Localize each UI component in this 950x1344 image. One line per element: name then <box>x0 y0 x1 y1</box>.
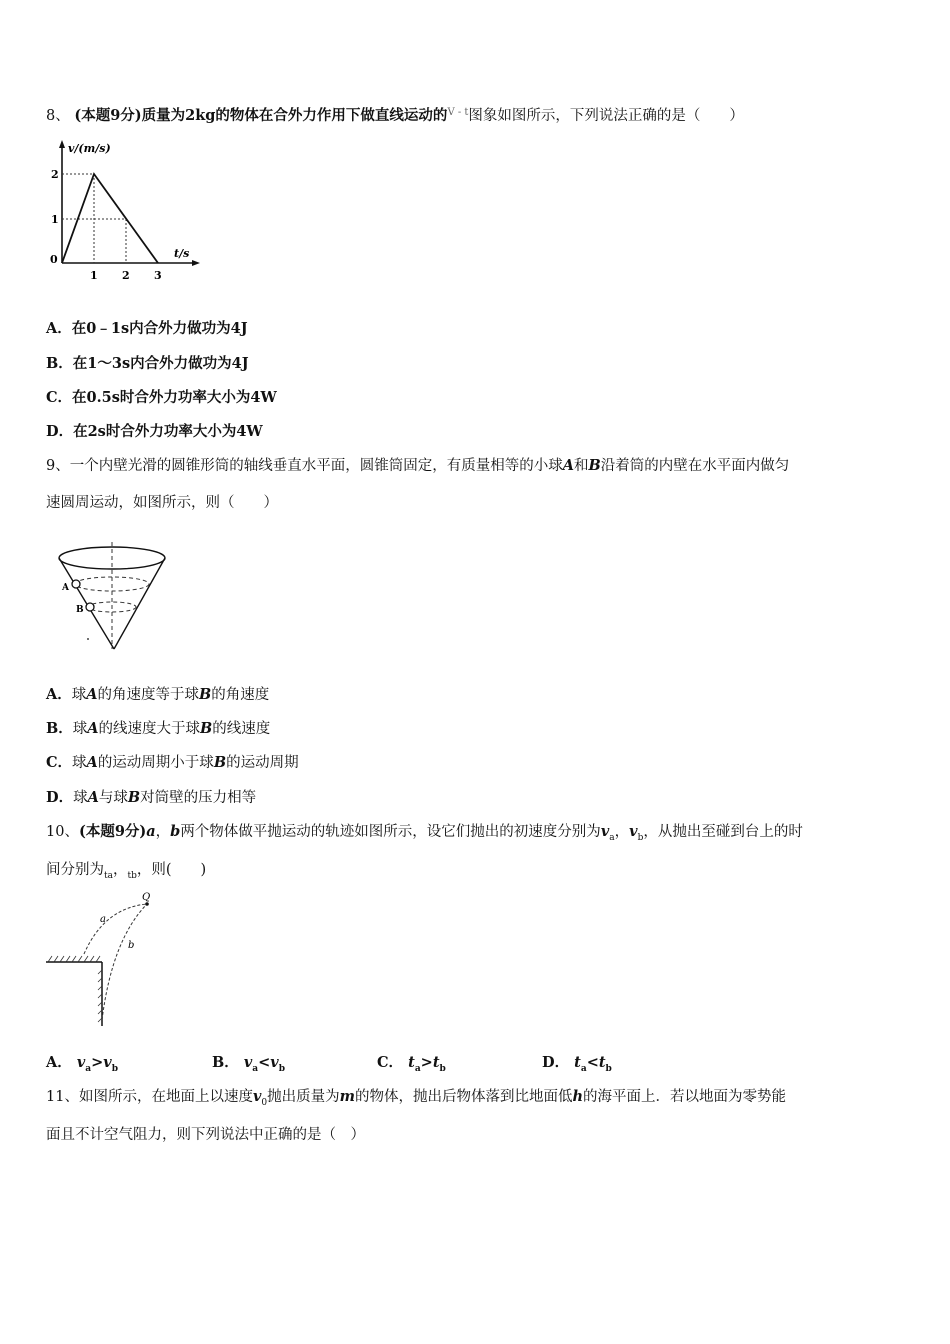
cone-right-side <box>114 558 165 649</box>
x-axis-label: t/s <box>174 247 190 260</box>
q8-option-a[interactable]: A．在0﹣1s内合外力做功为4J <box>46 320 248 337</box>
q8-stem-b: 图象如图所示，下列说法正确的是（ ） <box>468 108 744 124</box>
q8-number: 8、 <box>46 108 70 124</box>
cone-left-side <box>59 558 114 649</box>
label-b: B <box>76 605 84 615</box>
q8-stem <box>46 103 744 126</box>
q11-stem-line1: 11、如图所示，在地面上以速度$v_0$抛出质量为m的物体，抛出后物体落到比地面低h的海平面上．若以地面为零势能 <box>46 1088 787 1108</box>
trajectory-b <box>102 904 147 1020</box>
q9-option-b[interactable]: B．球A的线速度大于球B的线速度 <box>46 720 271 737</box>
q9-cone-figure <box>54 532 204 657</box>
label-a: a <box>100 914 106 925</box>
label-a: A <box>62 583 69 593</box>
q10-option-b[interactable]: B． $v_a<v_b$ <box>212 1054 285 1074</box>
q9-stem-line1: 9、一个内壁光滑的圆锥形筒的轴线垂直水平面，圆锥筒固定，有质量相等的小球A和B沿着筒的内壁在水平面内做匀 <box>46 457 790 474</box>
stray-dot <box>87 638 89 640</box>
y-axis-arrow <box>59 140 65 148</box>
ytick-1: 1 <box>51 213 59 226</box>
q8-option-c[interactable]: C．在0.5s时合外力功率大小为4W <box>46 389 277 406</box>
q10-trajectory-figure <box>44 890 164 1030</box>
q9-option-d[interactable]: D．球A与球B对筒壁的压力相等 <box>46 789 257 806</box>
origin-label: 0 <box>50 253 58 266</box>
q8-option-d[interactable]: D．在2s时合外力功率大小为4W <box>46 423 263 440</box>
q10-stem-line1: 10、(本题9分)a，b两个物体做平抛运动的轨迹如图所示，设它们抛出的初速度分别为$v_a$，$v_b$，从抛出至碰到台上的时 <box>46 823 803 843</box>
q11-stem-line2: 面且不计空气阻力，则下列说法中正确的是（ ） <box>46 1127 365 1143</box>
xtick-1: 1 <box>90 269 98 282</box>
q10-stem-line2: 间分别为$_{ta}$，$_{tb}$，则( ) <box>46 862 207 881</box>
label-b: b <box>128 940 135 951</box>
ball-a <box>72 580 80 588</box>
xtick-2: 2 <box>122 269 130 282</box>
q9-option-c[interactable]: C．球A的运动周期小于球B的运动周期 <box>46 754 299 771</box>
q10-option-d[interactable]: D． $t_a<t_b$ <box>542 1054 612 1074</box>
q8-stem-a: (本题9分)质量为2kg的物体在合外力作用下做直线运动的 <box>74 107 448 124</box>
xtick-3: 3 <box>154 269 162 282</box>
q10-option-a[interactable]: A． $v_a>v_b$ <box>46 1054 118 1074</box>
q8-vt-label: V - t <box>447 107 469 118</box>
q8-option-b[interactable]: B．在1～3s内合外力做功为4J <box>46 355 249 372</box>
q9-stem-line2: 速圆周运动，如图所示，则（ ） <box>46 495 278 511</box>
ytick-2: 2 <box>51 168 59 181</box>
x-axis-arrow <box>192 260 200 266</box>
y-axis-label: v/(m/s) <box>68 142 111 155</box>
q8-vt-graph <box>44 138 204 288</box>
label-q: Q <box>142 892 151 903</box>
platform-hatch <box>48 956 100 962</box>
ball-b <box>86 603 94 611</box>
q10-option-c[interactable]: C． $t_a>t_b$ <box>377 1054 446 1074</box>
q9-option-a[interactable]: A．球A的角速度等于球B的角速度 <box>46 686 270 703</box>
trajectory-a <box>84 904 147 954</box>
